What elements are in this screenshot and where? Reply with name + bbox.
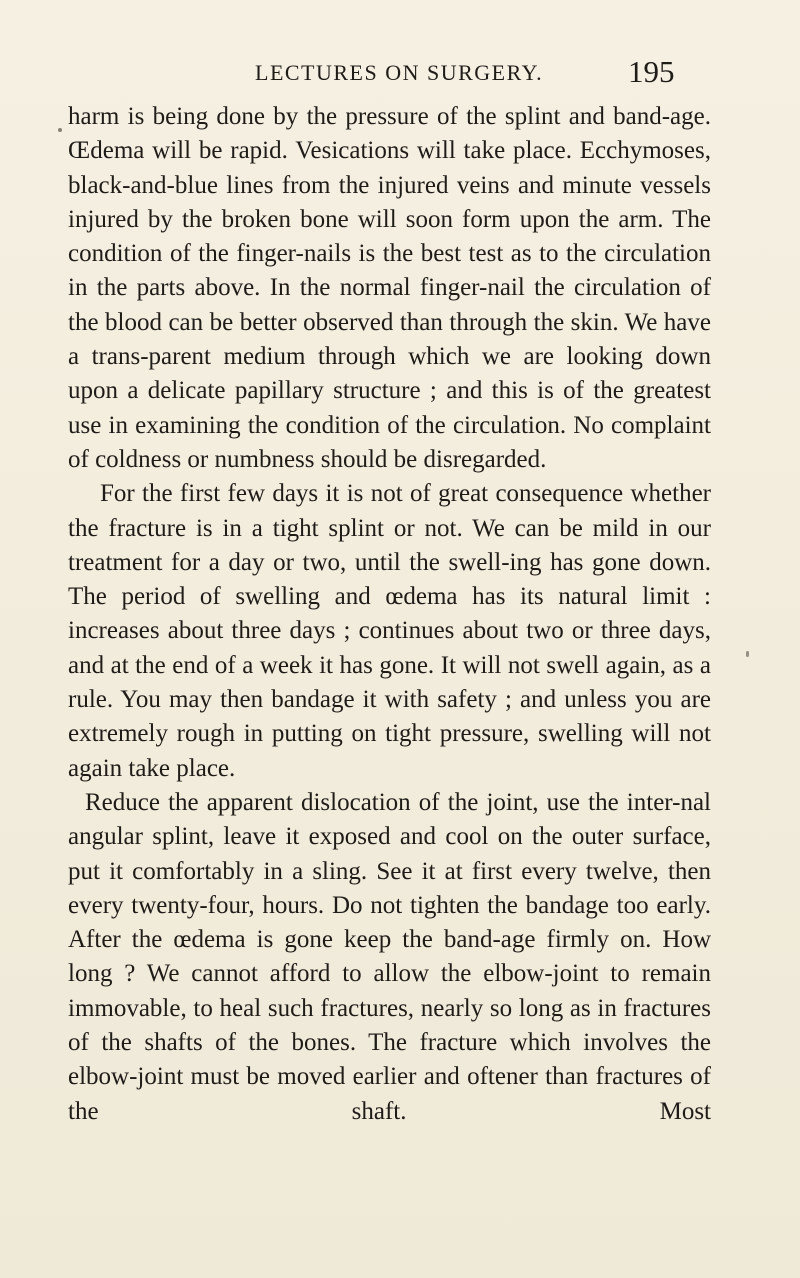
running-head: LECTURES ON SURGERY. [255,60,544,85]
ink-speck-mark [58,128,62,132]
ink-speck-mark [746,651,749,657]
paragraph: harm is being done by the pressure of the splint and band-age. Œdema will be rapid. Vesications will take place. Ecchymoses, black-and-blue lines from the injured veins and minute vessels injured by the broken bone will soon form upon the arm. The condition of the finger-nails is the best test as to the circulation in the parts above. In the normal finger-nail the circulation of the blood can be better observed than through the skin. We have a trans-parent medium through which we are looking down upon a delicate papillary structure ; and this is of the greatest use in examining the condition of the circulation. No complaint of coldness or numbness should be disregarded. [68,103,711,473]
body-text [68,100,711,1129]
paragraph: For the first few days it is not of great consequence whether the fracture is in a tight splint or not. We can be mild in our treatment for a day or two, until the swell-ing has gone down. The period of swelling and œdema has its natural limit : increases about three days ; continues about two or three days, and at the end of a week it has gone. It will not swell again, as a rule. You may then bandage it with safety ; and unless you are extremely rough in putting on tight pressure, swelling will not again take place. [68,480,711,782]
paragraph: Reduce the apparent dislocation of the joint, use the inter-nal angular splint, leave it exposed and cool on the outer surface, put it comfortably in a sling. See it at first every twelve, then every twenty-four, hours. Do not tighten the bandage too early. After the œdema is gone keep the band-age firmly on. How long ? We cannot afford to allow the elbow-joint to remain immovable, to heal such fractures, nearly so long as in fractures of the shafts of the bones. The fracture which involves the elbow-joint must be moved earlier and oftener than fractures of the shaft. Most [68,788,711,1125]
page-number: 195 [628,54,675,89]
page-header [0,54,800,90]
